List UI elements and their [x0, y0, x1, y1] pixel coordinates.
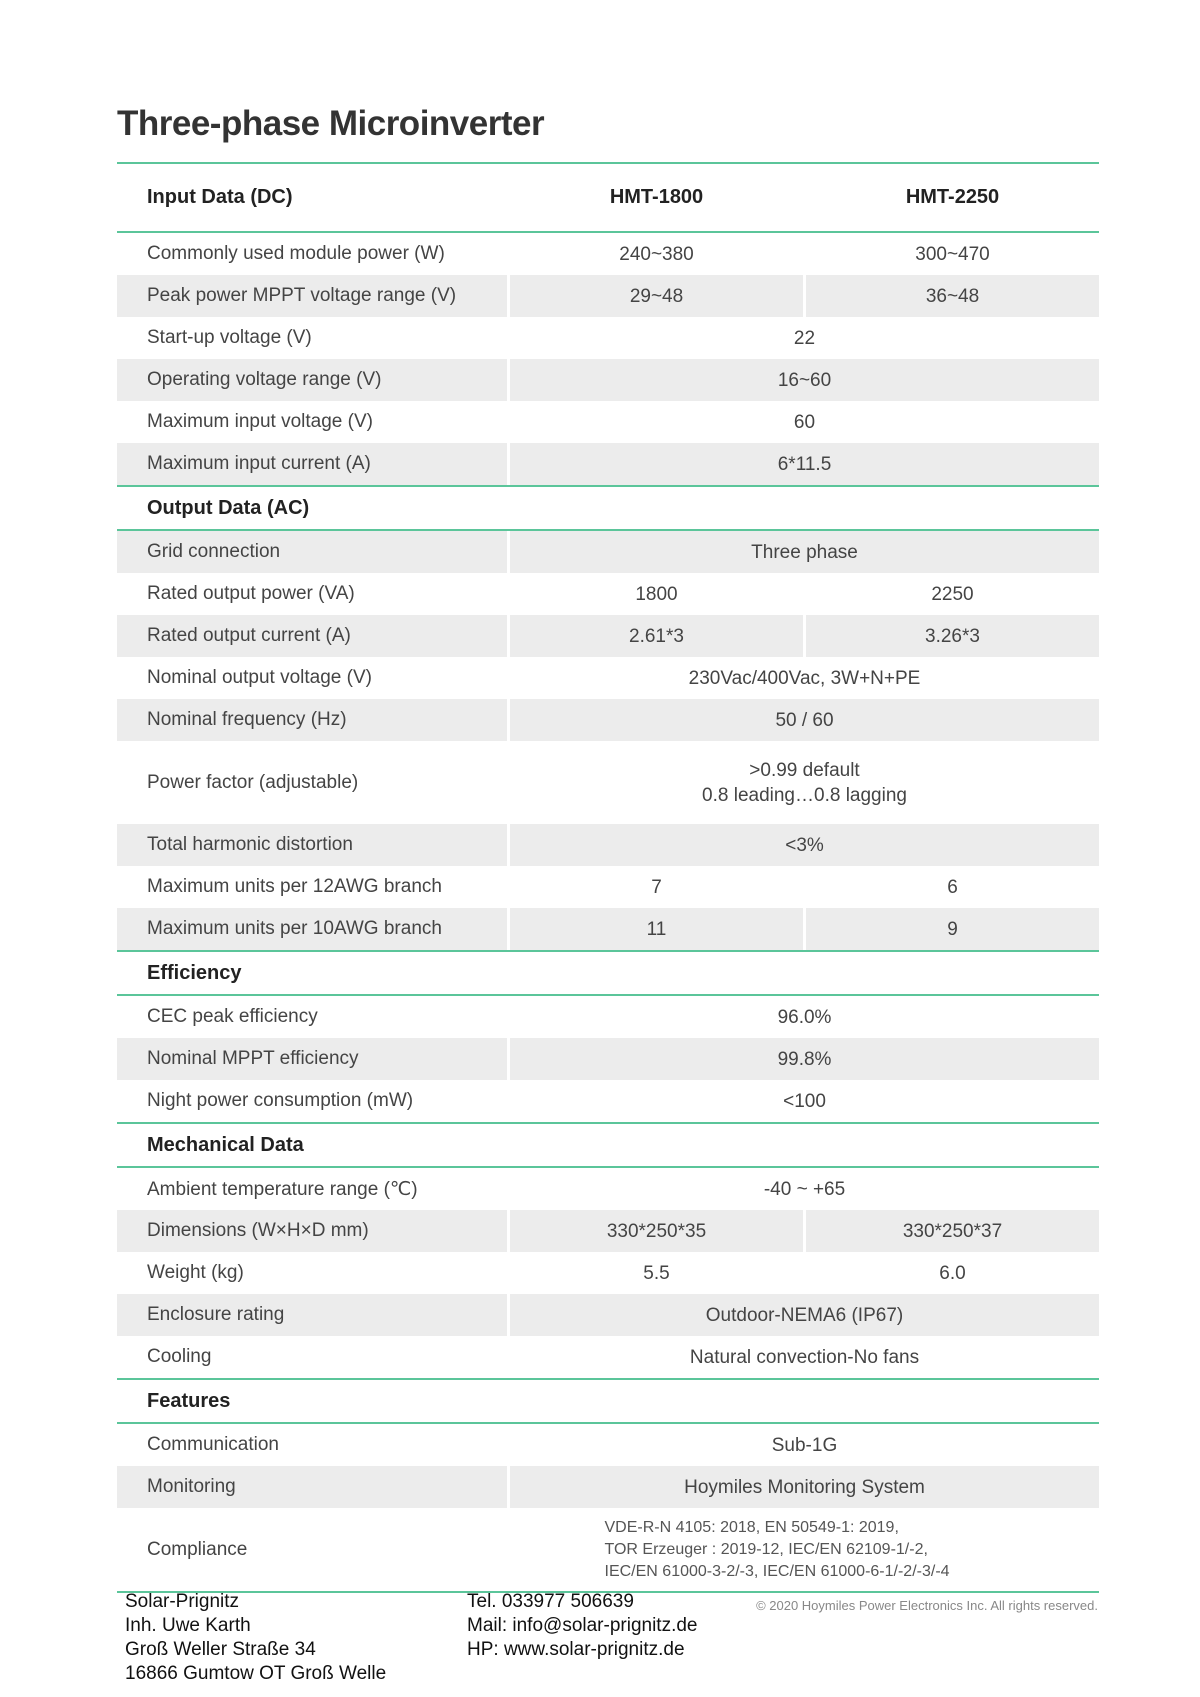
row-value-text: 230Vac/400Vac, 3W+N+PE [688, 667, 921, 689]
section-title: Output Data (AC) [147, 496, 310, 519]
model-hmt-2250: HMT-2250 [905, 186, 1000, 208]
row-value [510, 1424, 1099, 1466]
row-value [510, 275, 803, 317]
row-value [510, 699, 1099, 741]
table-row [117, 1294, 1099, 1336]
row-value [806, 866, 1099, 908]
table-row [117, 531, 1099, 573]
section-header [117, 952, 1099, 996]
row-value-text: 6.0 [939, 1262, 966, 1284]
row-label: Monitoring [117, 1466, 507, 1508]
row-value-text: 50 / 60 [775, 709, 834, 731]
row-value-text: <100 [783, 1090, 826, 1112]
section-header [117, 487, 1099, 531]
row-label: Rated output current (A) [117, 615, 507, 657]
row-value [510, 531, 1099, 573]
table-row [117, 699, 1099, 741]
table-row [117, 615, 1099, 657]
row-value [510, 1210, 803, 1252]
table-row [117, 1336, 1099, 1380]
table-row [117, 996, 1099, 1038]
row-value-text: 9 [947, 918, 958, 940]
row-value [510, 824, 1099, 866]
row-value [806, 615, 1099, 657]
row-value-text: 96.0% [777, 1006, 832, 1028]
footer-address-line: 16866 Gumtow OT Groß Welle [125, 1663, 387, 1684]
table-row [117, 1424, 1099, 1466]
row-value-text: Outdoor-NEMA6 (IP67) [705, 1304, 904, 1326]
table-row [117, 824, 1099, 866]
model-hmt-1800: HMT-1800 [609, 186, 704, 208]
table-row [117, 741, 1099, 824]
table-row [117, 1508, 1099, 1593]
row-value [510, 233, 803, 275]
row-label: Commonly used module power (W) [147, 243, 445, 264]
row-value [510, 908, 803, 950]
row-value-text: Three phase [751, 541, 858, 563]
row-label: Total harmonic distortion [117, 824, 507, 866]
row-label: CEC peak efficiency [147, 1006, 318, 1027]
spec-table [117, 162, 1099, 1593]
section-title: Features [147, 1389, 231, 1412]
footer-address-line: Solar-Prignitz [125, 1591, 240, 1612]
row-value [806, 1252, 1099, 1294]
row-value [510, 1168, 1099, 1210]
table-row [117, 573, 1099, 615]
table-row [117, 1466, 1099, 1508]
table-row [117, 359, 1099, 401]
row-label: Maximum input voltage (V) [147, 411, 373, 432]
row-value [510, 359, 1099, 401]
row-value [510, 1508, 1099, 1591]
table-row [117, 1210, 1099, 1252]
section-header [117, 1124, 1099, 1168]
row-label: Operating voltage range (V) [117, 359, 507, 401]
table-row [117, 443, 1099, 487]
row-value [510, 615, 803, 657]
row-label: Peak power MPPT voltage range (V) [117, 275, 507, 317]
row-value-text: 60 [793, 411, 816, 433]
row-value-text: <3% [785, 834, 824, 856]
row-label: Dimensions (W×H×D mm) [117, 1210, 507, 1252]
row-label: Rated output power (VA) [147, 583, 355, 604]
row-label: Compliance [147, 1538, 248, 1560]
row-value-text: 3.26*3 [925, 625, 980, 647]
row-label: Nominal frequency (Hz) [117, 699, 507, 741]
row-value [806, 233, 1099, 275]
row-value-text: 6*11.5 [777, 453, 832, 475]
row-label: Maximum units per 12AWG branch [147, 876, 442, 897]
row-value-text: 2250 [931, 583, 974, 605]
row-value [510, 1336, 1099, 1378]
row-value-text: 99.8% [777, 1048, 832, 1070]
row-label: Enclosure rating [117, 1294, 507, 1336]
row-value-text: Hoymiles Monitoring System [684, 1476, 925, 1498]
row-value [510, 1080, 1099, 1122]
table-row [117, 657, 1099, 699]
row-value [510, 741, 1099, 824]
row-value [510, 573, 803, 615]
row-value-text: 6 [947, 876, 958, 898]
row-label: Nominal MPPT efficiency [117, 1038, 507, 1080]
footer-address-line: Groß Weller Straße 34 [125, 1639, 316, 1660]
row-label: Communication [147, 1434, 279, 1455]
row-value-text: 11 [646, 918, 667, 940]
row-value-text: 5.5 [643, 1262, 670, 1284]
footer-phone: Tel. 033977 506639 [467, 1591, 634, 1612]
row-value-text: 16~60 [777, 369, 832, 391]
row-value [510, 1294, 1099, 1336]
footer-homepage: HP: www.solar-prignitz.de [467, 1639, 685, 1660]
row-value-text: 1800 [635, 583, 678, 605]
row-value-text: >0.99 default 0.8 leading…0.8 lagging [702, 759, 907, 806]
table-row [117, 1080, 1099, 1124]
table-row [117, 908, 1099, 952]
table-row [117, 1252, 1099, 1294]
table-row [117, 401, 1099, 443]
table-row [117, 317, 1099, 359]
row-value-text: 330*250*37 [902, 1220, 1003, 1242]
row-label: Ambient temperature range (℃) [147, 1178, 418, 1200]
row-value-text: Sub-1G [771, 1434, 838, 1456]
row-value-text: 2.61*3 [629, 625, 684, 647]
footer-contact [467, 1590, 698, 1662]
row-label: Start-up voltage (V) [147, 327, 312, 348]
row-label: Power factor (adjustable) [147, 771, 359, 793]
row-value-text: 29~48 [629, 285, 684, 307]
row-value [510, 1252, 803, 1294]
row-value-text: 7 [651, 876, 662, 898]
table-header [117, 164, 1099, 233]
row-label: Nominal output voltage (V) [147, 667, 372, 688]
row-value [510, 401, 1099, 443]
row-value-text: 240~380 [619, 243, 694, 265]
row-value-text: 300~470 [915, 243, 990, 265]
copyright: © 2020 Hoymiles Power Electronics Inc. All rights reserved. [756, 1598, 1098, 1613]
row-label: Maximum units per 10AWG branch [117, 908, 507, 950]
table-row [117, 275, 1099, 317]
header-label: Input Data (DC) [147, 186, 293, 208]
row-value-text: 36~48 [925, 285, 980, 307]
footer-mail: Mail: info@solar-prignitz.de [467, 1615, 698, 1636]
row-value [510, 996, 1099, 1038]
row-label: Maximum input current (A) [117, 443, 507, 485]
table-row [117, 1168, 1099, 1210]
row-value [510, 1038, 1099, 1080]
section-header [117, 1380, 1099, 1424]
row-value [510, 657, 1099, 699]
row-value [510, 1466, 1099, 1508]
row-value-text: 22 [793, 327, 816, 349]
row-value-text: Natural convection-No fans [689, 1346, 920, 1368]
section-title: Efficiency [147, 961, 242, 984]
footer-address-line: Inh. Uwe Karth [125, 1615, 251, 1636]
table-row [117, 233, 1099, 275]
row-value-text: 330*250*35 [606, 1220, 707, 1242]
row-value [806, 908, 1099, 950]
row-value [806, 1210, 1099, 1252]
row-value-text: VDE-R-N 4105: 2018, EN 50549-1: 2019, TOR Erzeuger : 2019-12, IEC/EN 62109-1/-2, IEC/EN 61000-3-2/-3, IEC/EN 61000-6-1/-2/-3/-4 [604, 1518, 950, 1580]
row-value-text: -40 ~ +65 [763, 1178, 846, 1200]
row-label: Grid connection [117, 531, 507, 573]
row-label: Cooling [147, 1346, 212, 1367]
table-row [117, 1038, 1099, 1080]
row-value [510, 443, 1099, 485]
section-title: Mechanical Data [147, 1133, 304, 1156]
row-label: Weight (kg) [147, 1262, 244, 1283]
row-value [510, 317, 1099, 359]
row-label: Night power consumption (mW) [147, 1090, 414, 1111]
row-value [510, 866, 803, 908]
footer-address [125, 1590, 386, 1686]
page-title: Three-phase Microinverter [117, 104, 545, 143]
row-value [806, 573, 1099, 615]
row-value [806, 275, 1099, 317]
table-row [117, 866, 1099, 908]
